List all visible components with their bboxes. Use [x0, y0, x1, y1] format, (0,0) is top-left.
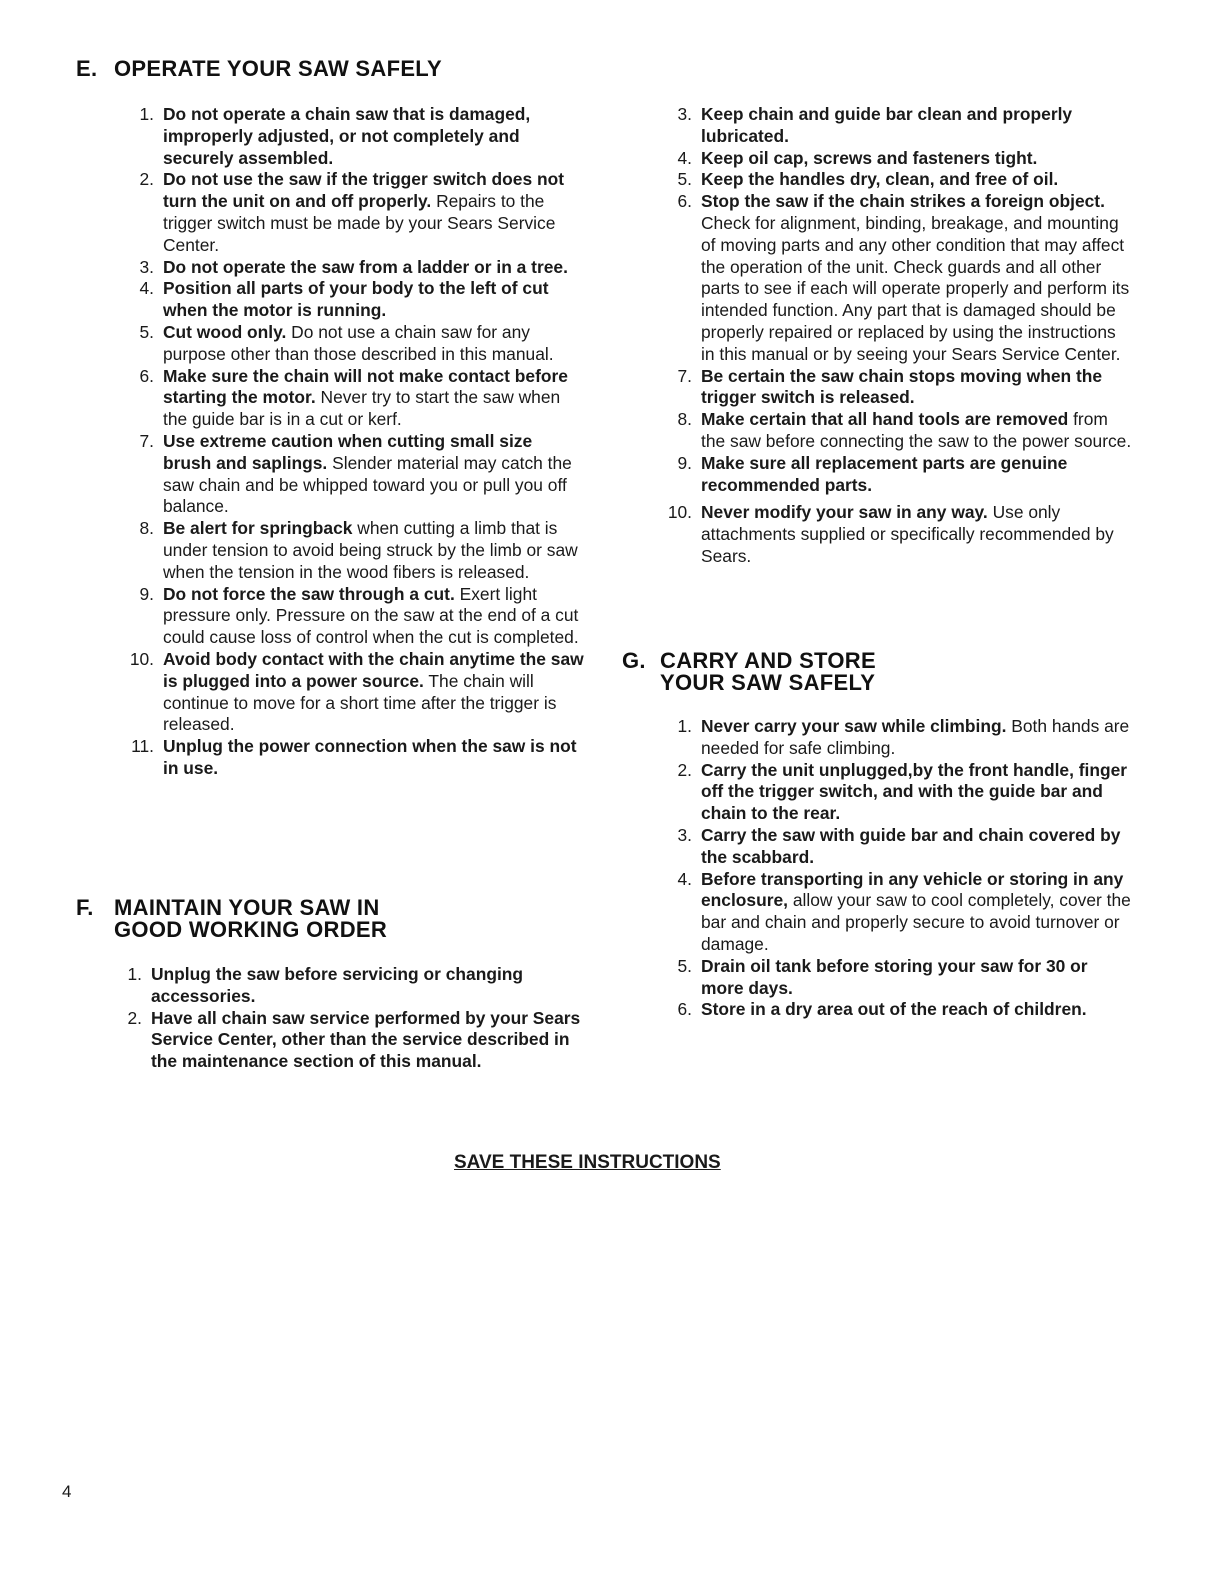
item-bold-text: Unplug the power connection when the saw is not in use.	[163, 736, 577, 778]
section-e-heading	[76, 58, 442, 80]
item-bold-text: Do not use the saw if the trigger switch does not turn the unit on and off properly.	[163, 169, 564, 212]
item-number: 2.	[677, 759, 692, 780]
item-text: Check for alignment, binding, breakage, and mounting of moving parts and any other condition that may affect the operation of the unit. Check guards and all other parts to see if each will operate properly and perform its intended function. Any part that is damaged should be properly repaired or replaced by using the instructions in this manual or by seeing your Sears Service Center.	[701, 212, 1130, 364]
item-number: 9.	[677, 452, 692, 473]
list-item	[124, 736, 584, 780]
list-item	[124, 257, 584, 279]
item-bold-text: Stop the saw if the chain strikes a foreign object.	[701, 191, 1105, 212]
section-g-list	[662, 716, 1132, 1021]
item-number: 7.	[139, 430, 154, 451]
item-text: Exert light pressure only. Pressure on the saw at the end of a cut could cause loss of control when the cut is completed.	[163, 583, 579, 648]
item-number: 5.	[677, 169, 692, 190]
list-item	[124, 649, 584, 736]
item-bold-text: Store in a dry area out of the reach of children.	[701, 999, 1087, 1020]
section-e-letter: E.	[76, 56, 98, 81]
section-g-letter: G.	[622, 648, 646, 673]
list-item	[662, 869, 1132, 956]
list-item	[112, 964, 582, 1008]
list-item	[662, 999, 1132, 1021]
item-number: 10.	[129, 648, 154, 669]
item-text: from the saw before connecting the saw to the power source.	[701, 409, 1132, 451]
list-item	[662, 169, 1132, 191]
item-bold-text: Make sure all replacement parts are genuine recommended parts.	[701, 452, 1068, 495]
item-number: 11.	[131, 736, 154, 757]
item-bold-text: Keep chain and guide bar clean and properly lubricated.	[701, 104, 1073, 146]
item-bold-text: Never carry your saw while climbing.	[701, 716, 1007, 736]
item-number: 1.	[677, 716, 692, 736]
item-number: 6.	[677, 999, 692, 1020]
list-item	[124, 584, 584, 649]
item-bold-text: Avoid body contact with the chain anytime the saw is plugged into a power source.	[163, 648, 584, 691]
item-number: 8.	[139, 518, 154, 539]
item-bold-text: Use extreme caution when cutting small size brush and saplings.	[163, 430, 533, 473]
section-g-title-line1: CARRY AND STORE	[660, 648, 876, 673]
section-e-title: OPERATE YOUR SAW SAFELY	[114, 56, 442, 81]
list-item	[662, 760, 1132, 825]
list-item	[662, 104, 1132, 148]
item-number: 4.	[139, 278, 154, 299]
item-number: 3.	[677, 824, 692, 845]
list-item	[112, 1008, 582, 1073]
item-bold-text: Drain oil tank before storing your saw for 30 or more days.	[701, 955, 1088, 998]
item-bold-text: Have all chain saw service performed by your Sears Service Center, other than the service described in the maintenance section of this manual.	[151, 1007, 581, 1072]
section-f-title-line1: MAINTAIN YOUR SAW IN	[114, 895, 380, 920]
item-bold-text: Keep the handles dry, clean, and free of oil.	[701, 169, 1059, 190]
list-item	[662, 825, 1132, 869]
item-bold-text: Position all parts of your body to the left of cut when the motor is running.	[163, 278, 549, 321]
item-bold-text: Do not operate a chain saw that is damaged, improperly adjusted, or not completely and securely assembled.	[163, 104, 531, 168]
section-f-title-line2: GOOD WORKING ORDER	[114, 917, 388, 942]
section-f-list-right	[662, 104, 1132, 568]
item-number: 2.	[127, 1007, 142, 1028]
item-text: when cutting a limb that is under tension to avoid being struck by the limb or saw when the tension in the wood fibers is released.	[163, 518, 578, 582]
section-g-title-line2: YOUR SAW SAFELY	[660, 670, 876, 695]
item-number: 6.	[677, 191, 692, 212]
list-item	[662, 956, 1132, 1000]
section-g-heading	[622, 650, 876, 694]
item-bold-text: Carry the unit unplugged,by the front handle, finger off the trigger switch, and with the guide bar and chain to the rear.	[701, 759, 1128, 824]
list-item	[124, 431, 584, 518]
list-item	[662, 502, 1132, 567]
item-bold-text: Do not operate the saw from a ladder or in a tree.	[163, 256, 568, 277]
item-number: 5.	[677, 955, 692, 976]
item-number: 6.	[139, 365, 154, 386]
section-f-list-left	[112, 964, 582, 1073]
item-bold-text: Be alert for springback	[163, 518, 353, 539]
item-number: 4.	[677, 147, 692, 168]
item-number: 1.	[127, 964, 142, 984]
section-f-heading	[76, 897, 387, 941]
list-item	[124, 322, 584, 366]
item-number: 10.	[667, 502, 692, 523]
list-item	[124, 518, 584, 583]
item-bold-text: Do not force the saw through a cut.	[163, 583, 455, 604]
item-number: 2.	[139, 169, 154, 190]
item-bold-text: Be certain the saw chain stops moving when the trigger switch is released.	[701, 365, 1103, 408]
item-bold-text: Make certain that all hand tools are removed	[701, 409, 1069, 430]
list-item	[662, 191, 1132, 365]
section-f-letter: F.	[76, 895, 94, 920]
item-number: 7.	[677, 365, 692, 386]
list-item	[662, 148, 1132, 170]
item-bold-text: Never modify your saw in any way.	[701, 502, 988, 523]
page-number: 4	[62, 1482, 72, 1501]
list-item	[662, 409, 1132, 453]
list-item	[124, 169, 584, 256]
section-e-list	[124, 104, 584, 780]
item-bold-text: Cut wood only.	[163, 321, 287, 342]
item-number: 5.	[139, 321, 154, 342]
list-item	[662, 366, 1132, 410]
item-number: 4.	[677, 868, 692, 889]
item-text: Never try to start the saw when the guide bar is in a cut or kerf.	[163, 387, 561, 430]
list-item	[662, 716, 1132, 760]
item-number: 3.	[139, 256, 154, 277]
item-number: 1.	[139, 104, 154, 124]
item-text: The chain will continue to move for a short time after the trigger is released.	[163, 670, 557, 735]
list-item	[124, 104, 584, 169]
item-number: 3.	[677, 104, 692, 124]
item-bold-text: Keep oil cap, screws and fasteners tight.	[701, 147, 1038, 168]
item-text: Repairs to the trigger switch must be made by your Sears Service Center.	[163, 191, 556, 255]
item-text: Both hands are needed for safe climbing.	[701, 716, 1130, 758]
item-text: Use only attachments supplied or specifically recommended by Sears.	[701, 502, 1114, 566]
list-item	[124, 278, 584, 322]
item-number: 9.	[139, 583, 154, 604]
item-text: Slender material may catch the saw chain and be whipped toward you or pull you off balance.	[163, 452, 572, 517]
item-bold-text: Unplug the saw before servicing or changing accessories.	[151, 964, 524, 1006]
item-text: Do not use a chain saw for any purpose other than those described in this manual.	[163, 321, 554, 364]
item-bold-text: Carry the saw with guide bar and chain covered by the scabbard.	[701, 824, 1121, 867]
save-instructions: SAVE THESE INSTRUCTIONS	[454, 1152, 721, 1173]
item-text: allow your saw to cool completely, cover the bar and chain and properly secure to avoid turnover or damage.	[701, 890, 1131, 954]
list-item	[124, 366, 584, 431]
item-bold-text: Make sure the chain will not make contact before starting the motor.	[163, 365, 568, 408]
list-item	[662, 453, 1132, 497]
item-number: 8.	[677, 409, 692, 430]
item-bold-text: Before transporting in any vehicle or storing in any enclosure,	[701, 868, 1124, 911]
